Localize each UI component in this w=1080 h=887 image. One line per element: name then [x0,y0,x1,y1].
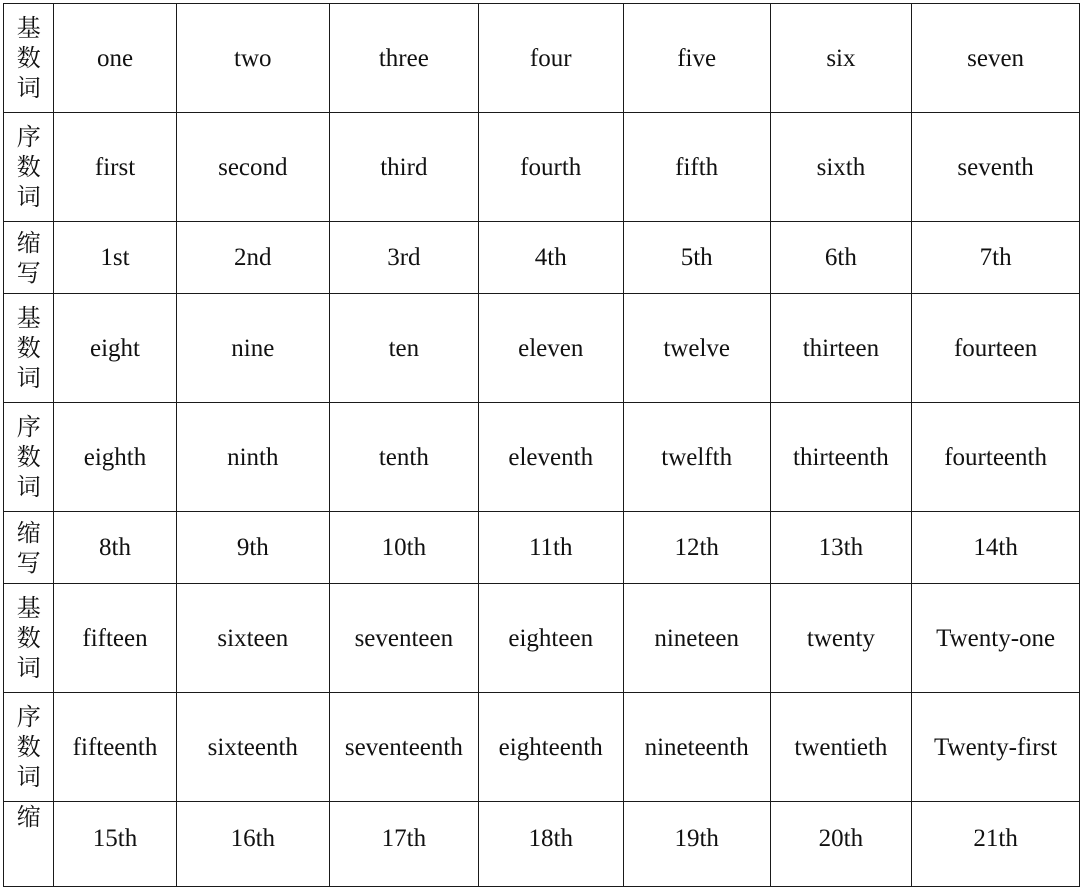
row-label-char: 序 [16,123,41,151]
row-label [4,222,54,294]
table-cell: 14th [912,512,1080,584]
row-label [4,403,54,512]
table-cell: eleventh [478,403,623,512]
table-cell: Twenty-one [912,584,1080,693]
table-cell: seven [912,4,1080,113]
table-cell: fifteenth [54,693,176,802]
row-label [4,113,54,222]
table-cell: seventeen [329,584,478,693]
table-cell: 11th [478,512,623,584]
row-label-char: 数 [16,624,41,652]
table-cell: ninth [176,403,329,512]
table-cell: four [478,4,623,113]
table-cell: nineteen [623,584,770,693]
row-label [4,294,54,403]
row-label [4,802,54,887]
table-cell: second [176,113,329,222]
table-cell: 19th [623,802,770,887]
table-cell: twenty [770,584,912,693]
table-cell: 15th [54,802,176,887]
table-row-ordinal [4,403,1080,512]
table-cell: 8th [54,512,176,584]
table-row-cardinal [4,4,1080,113]
table-row-abbreviation [4,802,1080,887]
table-cell: fourteenth [912,403,1080,512]
table-cell: eighteenth [478,693,623,802]
row-label-char: 词 [16,654,41,682]
table-cell: thirteenth [770,403,912,512]
row-label-char: 词 [16,473,41,501]
row-label [4,584,54,693]
table-cell: 13th [770,512,912,584]
table-cell: nineteenth [623,693,770,802]
row-label-char: 数 [16,733,41,761]
table-cell: six [770,4,912,113]
table-cell: 3rd [329,222,478,294]
table-cell: 7th [912,222,1080,294]
table-cell: five [623,4,770,113]
table-row-ordinal [4,693,1080,802]
table-cell: 18th [478,802,623,887]
table-row-abbreviation [4,512,1080,584]
table-cell: 12th [623,512,770,584]
table-cell: sixteen [176,584,329,693]
table-row-abbreviation [4,222,1080,294]
row-label-char: 写 [16,258,41,287]
table-cell: one [54,4,176,113]
table-cell: sixteenth [176,693,329,802]
table-cell: 10th [329,512,478,584]
row-label-char: 数 [16,334,41,362]
table-cell: tenth [329,403,478,512]
table-cell: nine [176,294,329,403]
row-label-char: 词 [16,364,41,392]
table-cell: twelfth [623,403,770,512]
table-cell: Twenty-first [912,693,1080,802]
table-cell: 1st [54,222,176,294]
row-label-char: 缩 [16,803,41,831]
table-row-ordinal [4,113,1080,222]
table-cell: 5th [623,222,770,294]
table-cell: seventh [912,113,1080,222]
table-cell: two [176,4,329,113]
table-cell: fifteen [54,584,176,693]
table-cell: seventeenth [329,693,478,802]
table-cell: sixth [770,113,912,222]
table-cell: eight [54,294,176,403]
row-label-char: 数 [16,153,41,181]
table-cell: first [54,113,176,222]
table-cell: eighteen [478,584,623,693]
row-label-char: 词 [16,74,41,102]
row-label-char: 基 [16,304,41,332]
table-cell: eighth [54,403,176,512]
row-label-char: 缩 [16,518,41,547]
row-label-char: 序 [16,413,41,441]
row-label-char: 缩 [16,228,41,257]
table-cell: fifth [623,113,770,222]
row-label-char: 数 [16,44,41,72]
table-row-cardinal [4,294,1080,403]
row-label-char: 词 [16,183,41,211]
table-cell: thirteen [770,294,912,403]
table-cell: 2nd [176,222,329,294]
table-cell: 9th [176,512,329,584]
table-cell: 20th [770,802,912,887]
table-cell: fourteen [912,294,1080,403]
row-label-char: 写 [16,548,41,577]
row-label [4,4,54,113]
table-cell: 6th [770,222,912,294]
table-cell: fourth [478,113,623,222]
table-cell: ten [329,294,478,403]
row-label-char: 基 [16,14,41,42]
row-label-char: 基 [16,594,41,622]
row-label-char: 序 [16,703,41,731]
table-cell: twentieth [770,693,912,802]
table-cell: 16th [176,802,329,887]
table-cell: 21th [912,802,1080,887]
table-cell: 17th [329,802,478,887]
table-cell: twelve [623,294,770,403]
table-cell: three [329,4,478,113]
table-cell: 4th [478,222,623,294]
row-label-char: 词 [16,763,41,791]
row-label-char: 数 [16,443,41,471]
table-cell: third [329,113,478,222]
number-words-table [3,3,1080,887]
row-label [4,693,54,802]
table-row-cardinal [4,584,1080,693]
table-cell: eleven [478,294,623,403]
row-label [4,512,54,584]
table-body [4,4,1080,887]
